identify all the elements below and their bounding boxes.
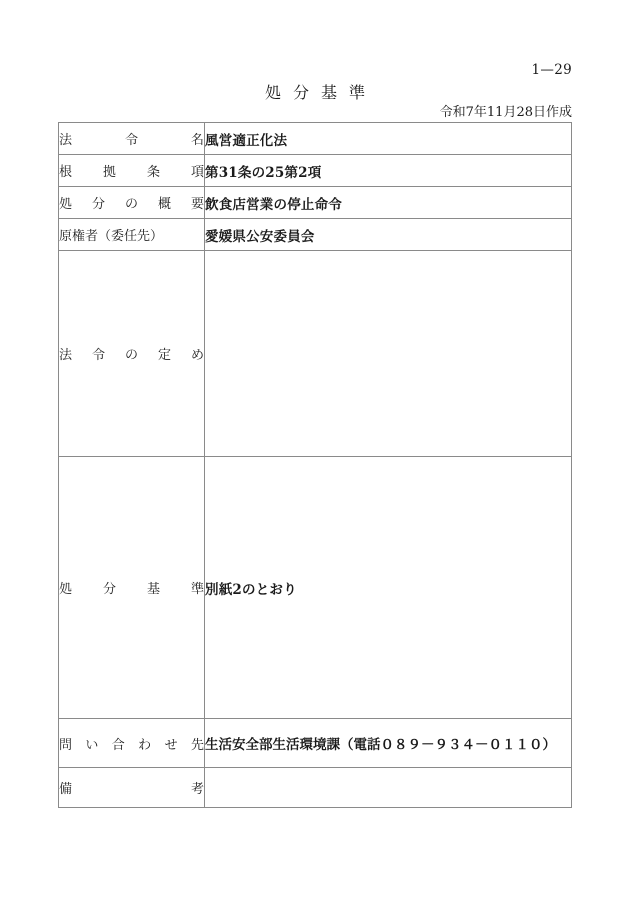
row-value: 生活安全部生活環境課（電話０８９－９３４－０１１０）	[205, 737, 556, 753]
row-label: 根 拠 条 項	[59, 165, 204, 180]
row-label: 法 令 名	[59, 133, 204, 148]
row-label: 問 い 合 わ せ 先	[59, 737, 204, 753]
row-value: 愛媛県公安委員会	[205, 228, 315, 245]
table-row	[59, 719, 572, 768]
row-value-cell	[205, 719, 572, 768]
row-label-cell	[59, 123, 205, 155]
table-body	[59, 123, 572, 808]
row-value: 別紙2のとおり	[205, 581, 297, 598]
row-value: 飲食店営業の停止命令	[205, 196, 342, 213]
row-value: 風営適正化法	[205, 132, 288, 149]
row-label: 処 分 基 準	[59, 582, 204, 597]
row-value-cell	[205, 768, 572, 808]
table-row	[59, 155, 572, 187]
row-label: 法 令 の 定 め	[59, 348, 204, 363]
row-label: 原権者（委任先）	[59, 229, 164, 244]
row-label-cell	[59, 219, 205, 251]
row-label-cell	[59, 719, 205, 768]
row-label: 備 考	[59, 782, 204, 797]
row-value-cell	[205, 457, 572, 719]
row-label-cell	[59, 251, 205, 457]
row-value-cell	[205, 155, 572, 187]
table-row	[59, 123, 572, 155]
table-row	[59, 251, 572, 457]
row-value-cell	[205, 251, 572, 457]
row-value-cell	[205, 187, 572, 219]
row-value-cell	[205, 123, 572, 155]
row-label-cell	[59, 155, 205, 187]
table-row	[59, 219, 572, 251]
created-date: 令和7年11月28日作成	[439, 105, 572, 120]
table-row	[59, 187, 572, 219]
row-label-cell	[59, 457, 205, 719]
disposition-criteria-table	[58, 122, 572, 808]
table-row	[59, 457, 572, 719]
row-value-cell	[205, 219, 572, 251]
row-value: 第31条の25第2項	[205, 164, 322, 181]
row-label: 処 分 の 概 要	[59, 197, 204, 212]
page-title: 処分基準	[264, 83, 377, 102]
page-number: 1—29	[531, 62, 572, 78]
row-label-cell	[59, 187, 205, 219]
row-label-cell	[59, 768, 205, 808]
table-row	[59, 768, 572, 808]
